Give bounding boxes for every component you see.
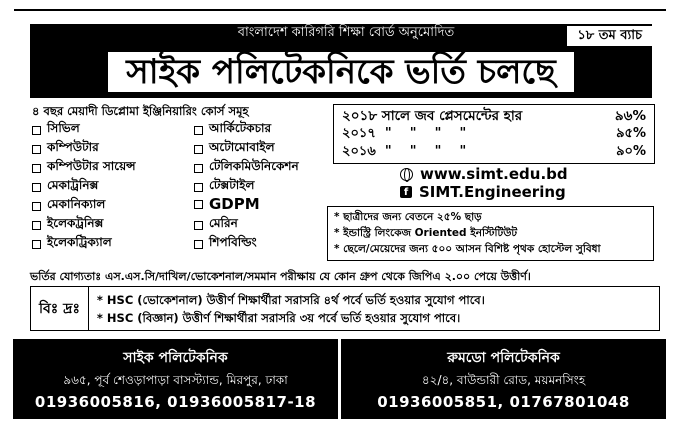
facebook-text: SIMT.Engineering bbox=[419, 183, 566, 201]
placement-row bbox=[342, 107, 646, 125]
campus-address: ৪২/৪, বাউন্ডারী রোড, ময়মনসিংহ bbox=[421, 373, 586, 387]
checkbox-icon bbox=[194, 221, 203, 230]
checkbox-icon bbox=[32, 164, 41, 173]
offers-box bbox=[327, 206, 654, 261]
campus-name: রুমডো পলিটেকনিক bbox=[447, 350, 560, 366]
course-label: শিপবিল্ডিং bbox=[209, 235, 257, 249]
campus-phone: 01936005851, 01767801048 bbox=[377, 393, 630, 411]
placement-value: ৯৫% bbox=[616, 126, 646, 141]
course-item bbox=[194, 234, 257, 254]
placement-row bbox=[342, 125, 646, 143]
page-title-text: সাইক পলিটেকনিকে ভর্তি চলছে bbox=[108, 52, 573, 92]
course-item bbox=[32, 120, 80, 140]
course-label: টেক্সটাইল bbox=[209, 178, 255, 192]
checkbox-icon bbox=[32, 221, 41, 230]
checkbox-icon bbox=[194, 200, 203, 209]
course-label: মেরিন bbox=[209, 216, 238, 230]
checkbox-icon bbox=[32, 202, 41, 211]
header-banner bbox=[30, 24, 652, 98]
course-label: ইলেকট্রিক্যাল bbox=[47, 235, 112, 249]
course-label: সিভিল bbox=[47, 121, 80, 135]
globe-icon bbox=[400, 168, 413, 181]
facebook-link[interactable] bbox=[400, 183, 566, 201]
website-link[interactable] bbox=[400, 165, 568, 183]
facebook-icon: f bbox=[400, 186, 412, 198]
offer-item: * ছাত্রীদের জন্য বেতনে ২৫% ছাড় bbox=[334, 211, 482, 223]
course-label: ইলেকট্রনিক্স bbox=[47, 216, 104, 230]
course-label: আর্কিটেকচার bbox=[209, 121, 272, 135]
note-line: * HSC (ভোকেশনাল) উত্তীর্ণ শিক্ষার্থীরা সরাসরি ৪র্থ পর্বে ভর্তি হওয়ার সুযোগ পাবে। bbox=[96, 292, 485, 307]
note-lines bbox=[89, 291, 485, 327]
offer-item: * ইন্ডাস্ট্রি লিংকেজ Oriented ইনস্টিটিউট bbox=[334, 227, 518, 239]
course-item bbox=[194, 158, 299, 178]
note-label: বিঃ দ্রঃ bbox=[31, 287, 89, 330]
course-item bbox=[32, 215, 103, 235]
course-item bbox=[194, 195, 260, 213]
campus-address: ৯৬৫, পূর্ব শেওড়াপাড়া বাসস্ট্যান্ড, মিরপুর, ঢাকা bbox=[63, 373, 288, 387]
page-title bbox=[30, 52, 652, 92]
checkbox-icon bbox=[194, 126, 203, 135]
note-box bbox=[30, 286, 660, 331]
course-label: মেকাট্রনিক্স bbox=[47, 178, 99, 192]
campus-dhaka bbox=[13, 339, 338, 419]
checkbox-icon bbox=[194, 240, 203, 249]
course-label: অটোমোবাইল bbox=[209, 140, 275, 154]
courses-heading: ৪ বছর মেয়াদী ডিপ্লোমা ইঞ্জিনিয়ারিং কোর্স সমূহ bbox=[32, 104, 249, 118]
placement-rates-box bbox=[333, 104, 655, 164]
checkbox-icon bbox=[194, 183, 203, 192]
footer-campuses bbox=[13, 339, 666, 419]
website-text: www.simt.edu.bd bbox=[420, 165, 568, 183]
course-label: মেকানিক্যাল bbox=[47, 197, 106, 211]
approval-text: বাংলাদেশ কারিগরি শিক্ষা বোর্ড অনুমোদিত bbox=[237, 25, 455, 40]
campus-mymensingh bbox=[338, 339, 666, 419]
placement-label: ২০১৬ " " " " bbox=[342, 144, 467, 159]
course-item bbox=[32, 234, 112, 254]
checkbox-icon bbox=[194, 164, 203, 173]
batch-badge: ১৮ তম ব্যাচ bbox=[567, 26, 652, 46]
course-item bbox=[194, 215, 238, 235]
course-label: কম্পিউটার bbox=[47, 140, 99, 154]
course-label: কম্পিউটার সায়েন্স bbox=[47, 159, 136, 173]
checkbox-icon bbox=[32, 126, 41, 135]
approval-line bbox=[30, 24, 652, 42]
offer-item: * ছেলে/মেয়েদের জন্য ৫০০ আসন বিশিষ্ট পৃথক হোস্টেল সুবিধা bbox=[334, 243, 601, 255]
campus-name: সাইক পলিটেকনিক bbox=[123, 350, 228, 366]
course-item bbox=[194, 177, 254, 197]
checkbox-icon bbox=[32, 240, 41, 249]
eligibility-text: ভর্তির যোগ্যতাঃ এস.এস.সি/দাখিল/ভোকেশনাল/সমমান পরীক্ষায় যে কোন গ্রুপ থেকে জিপিএ ২.০০ পেয়ে উত্তীর্ণ। bbox=[30, 270, 531, 283]
course-label: GDPM bbox=[209, 195, 260, 213]
course-item bbox=[32, 139, 99, 159]
placement-label: ২০১৮ সালে জব প্লেসমেন্টের হার bbox=[342, 108, 523, 124]
course-item bbox=[32, 196, 105, 216]
course-item bbox=[194, 139, 275, 159]
checkbox-icon bbox=[194, 145, 203, 154]
placement-value: ৯৬% bbox=[614, 108, 646, 124]
checkbox-icon bbox=[32, 183, 41, 192]
placement-row bbox=[342, 143, 646, 161]
placement-label: ২০১৭ " " " " bbox=[342, 126, 467, 141]
course-item bbox=[32, 177, 98, 197]
course-label: টেলিকমিউনিকেশন bbox=[209, 159, 299, 173]
campus-phone: 01936005816, 01936005817-18 bbox=[34, 393, 317, 411]
note-line: * HSC (বিজ্ঞান) উত্তীর্ণ শিক্ষার্থীরা সরাসরি ৩য় পর্বে ভর্তি হওয়ার সুযোগ পাবে। bbox=[96, 310, 461, 325]
top-divider bbox=[14, 3, 666, 11]
placement-value: ৯০% bbox=[616, 144, 646, 159]
checkbox-icon bbox=[32, 145, 41, 154]
course-item bbox=[194, 120, 271, 140]
course-item bbox=[32, 158, 136, 178]
